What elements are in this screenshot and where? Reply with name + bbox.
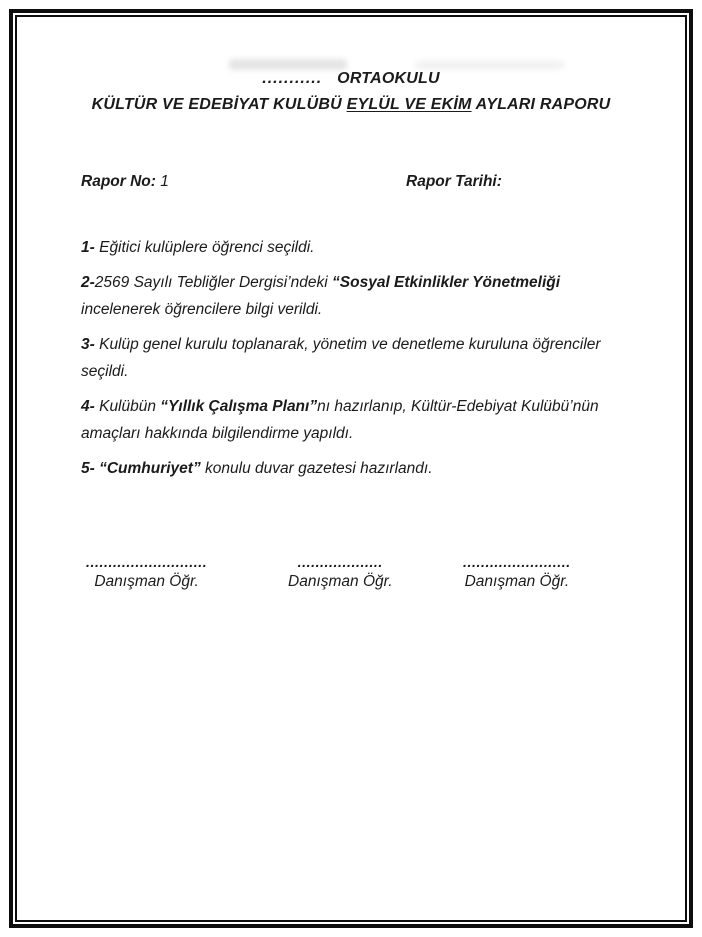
report-item-5 [81,455,633,482]
document-content [17,17,685,920]
advisor-teacher-label: Danışman Öğr. [288,573,393,590]
report-no-value: 1 [155,173,169,190]
item-number: 1- [81,239,95,256]
item-number: 3- [81,336,95,353]
item-text: nı hazırlanıp, Kültür-Edebiyat Kulübü’nün amaçları hakkında bilgilendirme yapıldı. [81,398,599,442]
item-text: Kulübün [94,398,161,415]
signature-block-3 [463,555,571,592]
signature-line-dots: ........................ [463,554,571,570]
signature-block-1 [86,555,207,592]
title-club-text: KÜLTÜR VE EDEBİYAT KULÜBÜ [91,96,347,113]
page-outer-border [9,9,693,928]
school-name-blank-dots: ........... [262,70,323,87]
erased-text-smudge-right [415,61,565,69]
item-emphasis: “Yıllık Çalışma Planı” [160,398,318,415]
signature-row [17,555,685,615]
item-text: konulu duvar gazetesi hazırlandı. [200,460,433,477]
item-text: incelenerek öğrencilere bilgi verildi. [81,301,323,318]
report-meta-row [17,169,685,195]
page-inner-border [15,15,687,922]
item-emphasis: “Sosyal Etkinlikler Yönetmeliği [332,274,561,291]
report-no-label: Rapor No: [81,173,156,190]
item-text: 2569 Sayılı Tebliğler Dergisi’ndeki [94,274,333,291]
report-item-2 [81,269,633,323]
signature-line-dots: ................... [297,554,383,570]
signature-block-2 [288,555,393,592]
advisor-teacher-label: Danışman Öğr. [94,573,199,590]
title-line-school [17,66,685,92]
erased-text-smudge [229,59,347,70]
document-title [17,66,685,118]
signature-line-dots: ........................... [86,554,208,570]
report-item-4 [81,393,633,447]
report-item-3 [81,331,633,385]
report-item-1 [81,234,633,261]
item-text: Kulüp genel kurulu toplanarak, yönetim ve denetleme kuruluna öğrenciler seçildi. [81,336,601,380]
item-number: 2- [81,274,95,291]
item-number: 4- [81,398,95,415]
school-type-label: ORTAOKULU [337,70,440,87]
item-text: Eğitici kulüplere öğrenci seçildi. [94,239,315,256]
title-line-report [17,92,685,118]
report-date-label: Rapor Tarihi: [406,173,502,190]
report-items-list [17,234,685,482]
advisor-teacher-label: Danışman Öğr. [464,573,570,590]
title-months-underlined: EYLÜL VE EKİM [346,96,472,113]
title-report-text: AYLARI RAPORU [471,96,611,113]
item-number: 5- “Cumhuriyet” [81,460,201,477]
